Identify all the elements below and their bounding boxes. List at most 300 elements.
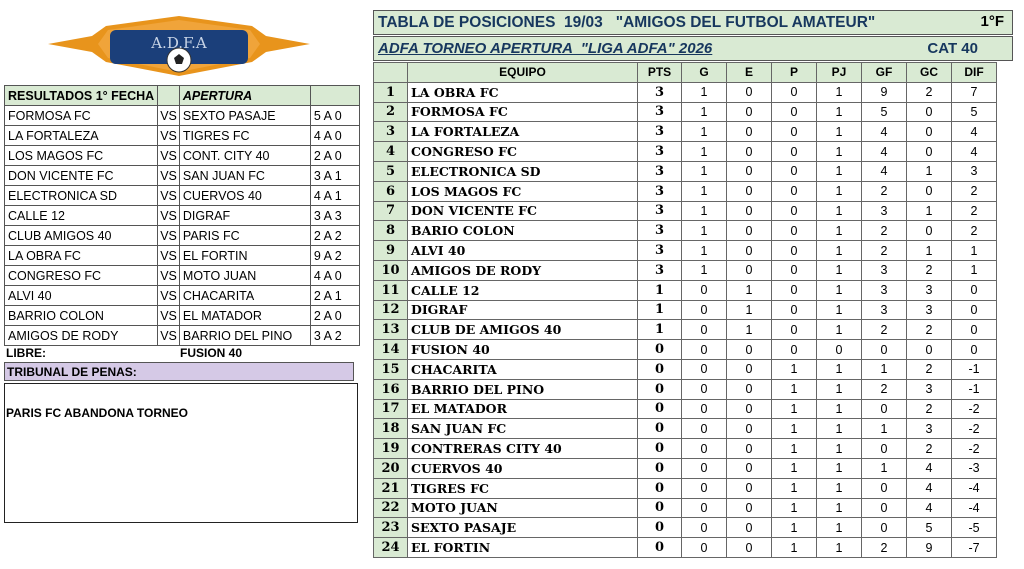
standings-g: 0 bbox=[682, 439, 727, 459]
standings-row bbox=[374, 280, 997, 300]
standings-team: DIGRAF bbox=[408, 300, 638, 320]
result-score: 2 A 0 bbox=[310, 306, 359, 326]
result-home: AMIGOS DE RODY bbox=[5, 326, 158, 346]
standings-row bbox=[374, 359, 997, 379]
standings-row bbox=[374, 122, 997, 142]
result-row bbox=[5, 246, 360, 266]
standings-pj: 1 bbox=[817, 439, 862, 459]
standings-pj: 1 bbox=[817, 260, 862, 280]
results-header-phase: APERTURA bbox=[179, 86, 310, 106]
standings-g: 0 bbox=[682, 300, 727, 320]
result-away: CUERVOS 40 bbox=[179, 186, 310, 206]
standings-p: 1 bbox=[772, 518, 817, 538]
standings-dif: 1 bbox=[952, 260, 997, 280]
standings-gf: 2 bbox=[862, 538, 907, 558]
standings-e: 0 bbox=[727, 419, 772, 439]
results-header-empty-2 bbox=[310, 86, 359, 106]
standings-gc: 0 bbox=[907, 181, 952, 201]
result-home: CLUB AMIGOS 40 bbox=[5, 226, 158, 246]
standings-gc: 3 bbox=[907, 379, 952, 399]
standings-team: LA FORTALEZA bbox=[408, 122, 638, 142]
result-vs: VS bbox=[158, 226, 180, 246]
standings-pj: 1 bbox=[817, 458, 862, 478]
standings-gc: 2 bbox=[907, 399, 952, 419]
standings-gf: 0 bbox=[862, 478, 907, 498]
result-row bbox=[5, 166, 360, 186]
penas-note: PARIS FC ABANDONA TORNEO bbox=[6, 406, 189, 420]
standings-gf: 4 bbox=[862, 142, 907, 162]
results-header-row bbox=[5, 86, 360, 106]
standings-gf: 1 bbox=[862, 419, 907, 439]
standings-g: 0 bbox=[682, 518, 727, 538]
standings-pos: 13 bbox=[374, 320, 408, 340]
standings-e: 0 bbox=[727, 478, 772, 498]
standings-pj: 1 bbox=[817, 221, 862, 241]
standings-e: 0 bbox=[727, 241, 772, 261]
standings-e: 0 bbox=[727, 399, 772, 419]
standings-pts: 3 bbox=[638, 82, 682, 102]
standings-col-header: PJ bbox=[817, 63, 862, 83]
standings-pj: 1 bbox=[817, 359, 862, 379]
result-away: TIGRES FC bbox=[179, 126, 310, 146]
standings-gc: 1 bbox=[907, 241, 952, 261]
result-home: CALLE 12 bbox=[5, 206, 158, 226]
results-header-empty bbox=[158, 86, 180, 106]
result-score: 4 A 0 bbox=[310, 126, 359, 146]
standings-team: CHACARITA bbox=[408, 359, 638, 379]
standings-gf: 0 bbox=[862, 399, 907, 419]
standings-gc: 0 bbox=[907, 340, 952, 360]
standings-team: CONTRERAS CITY 40 bbox=[408, 439, 638, 459]
standings-p: 0 bbox=[772, 320, 817, 340]
standings-pts: 0 bbox=[638, 518, 682, 538]
standings-g: 1 bbox=[682, 161, 727, 181]
standings-pos: 9 bbox=[374, 241, 408, 261]
standings-pos: 6 bbox=[374, 181, 408, 201]
standings-row bbox=[374, 142, 997, 162]
standings-pts: 3 bbox=[638, 161, 682, 181]
standings-col-header: DIF bbox=[952, 63, 997, 83]
standings-dif: -2 bbox=[952, 399, 997, 419]
standings-dif: -3 bbox=[952, 458, 997, 478]
standings-e: 0 bbox=[727, 122, 772, 142]
standings-e: 0 bbox=[727, 82, 772, 102]
standings-row bbox=[374, 181, 997, 201]
standings-gc: 2 bbox=[907, 260, 952, 280]
standings-p: 0 bbox=[772, 122, 817, 142]
standings-pts: 0 bbox=[638, 419, 682, 439]
standings-p: 0 bbox=[772, 340, 817, 360]
standings-g: 1 bbox=[682, 181, 727, 201]
standings-gc: 9 bbox=[907, 538, 952, 558]
standings-g: 0 bbox=[682, 478, 727, 498]
standings-row bbox=[374, 260, 997, 280]
standings-team: FUSION 40 bbox=[408, 340, 638, 360]
standings-pts: 1 bbox=[638, 300, 682, 320]
standings-col-header: EQUIPO bbox=[408, 63, 638, 83]
standings-g: 1 bbox=[682, 260, 727, 280]
standings-e: 0 bbox=[727, 102, 772, 122]
standings-dif: -5 bbox=[952, 518, 997, 538]
standings-gf: 3 bbox=[862, 300, 907, 320]
result-away: SEXTO PASAJE bbox=[179, 106, 310, 126]
result-vs: VS bbox=[158, 106, 180, 126]
standings-p: 0 bbox=[772, 82, 817, 102]
result-vs: VS bbox=[158, 286, 180, 306]
standings-pj: 1 bbox=[817, 379, 862, 399]
standings-g: 1 bbox=[682, 122, 727, 142]
standings-team: FORMOSA FC bbox=[408, 102, 638, 122]
standings-gf: 2 bbox=[862, 221, 907, 241]
result-home: BARRIO COLON bbox=[5, 306, 158, 326]
result-vs: VS bbox=[158, 246, 180, 266]
standings-dif: -7 bbox=[952, 538, 997, 558]
standings-pts: 3 bbox=[638, 201, 682, 221]
result-away: MOTO JUAN bbox=[179, 266, 310, 286]
result-score: 9 A 2 bbox=[310, 246, 359, 266]
standings-gf: 2 bbox=[862, 379, 907, 399]
standings-team: EL MATADOR bbox=[408, 399, 638, 419]
standings-team: TIGRES FC bbox=[408, 478, 638, 498]
result-away: DIGRAF bbox=[179, 206, 310, 226]
standings-dif: 5 bbox=[952, 102, 997, 122]
result-score: 2 A 0 bbox=[310, 146, 359, 166]
standings-row bbox=[374, 221, 997, 241]
standings-row bbox=[374, 399, 997, 419]
standings-e: 0 bbox=[727, 260, 772, 280]
standings-p: 1 bbox=[772, 359, 817, 379]
standings-pos: 20 bbox=[374, 458, 408, 478]
standings-dif: -4 bbox=[952, 478, 997, 498]
standings-team: CUERVOS 40 bbox=[408, 458, 638, 478]
result-away: CONT. CITY 40 bbox=[179, 146, 310, 166]
result-score: 3 A 3 bbox=[310, 206, 359, 226]
standings-gf: 0 bbox=[862, 498, 907, 518]
standings-gf: 4 bbox=[862, 161, 907, 181]
standings-gf: 3 bbox=[862, 280, 907, 300]
standings-p: 1 bbox=[772, 458, 817, 478]
result-row bbox=[5, 226, 360, 246]
standings-g: 1 bbox=[682, 241, 727, 261]
standings-gc: 4 bbox=[907, 458, 952, 478]
standings-pj: 1 bbox=[817, 102, 862, 122]
standings-e: 0 bbox=[727, 340, 772, 360]
standings-p: 0 bbox=[772, 161, 817, 181]
standings-g: 1 bbox=[682, 221, 727, 241]
results-table bbox=[4, 85, 360, 346]
standings-dif: 0 bbox=[952, 280, 997, 300]
standings-p: 1 bbox=[772, 498, 817, 518]
standings-gc: 2 bbox=[907, 439, 952, 459]
result-vs: VS bbox=[158, 326, 180, 346]
standings-gf: 3 bbox=[862, 201, 907, 221]
standings-pos: 19 bbox=[374, 439, 408, 459]
result-vs: VS bbox=[158, 186, 180, 206]
standings-col-header: P bbox=[772, 63, 817, 83]
libre-label: LIBRE: bbox=[6, 346, 46, 360]
standings-dif: -1 bbox=[952, 379, 997, 399]
standings-pj: 1 bbox=[817, 142, 862, 162]
standings-col-header: GF bbox=[862, 63, 907, 83]
result-score: 4 A 1 bbox=[310, 186, 359, 206]
standings-g: 0 bbox=[682, 340, 727, 360]
standings-pts: 0 bbox=[638, 478, 682, 498]
result-away: CHACARITA bbox=[179, 286, 310, 306]
standings-row bbox=[374, 82, 997, 102]
standings-p: 1 bbox=[772, 379, 817, 399]
standings-gc: 3 bbox=[907, 280, 952, 300]
standings-pts: 0 bbox=[638, 538, 682, 558]
result-row bbox=[5, 146, 360, 166]
standings-dif: 4 bbox=[952, 142, 997, 162]
standings-gf: 2 bbox=[862, 241, 907, 261]
standings-e: 0 bbox=[727, 538, 772, 558]
standings-p: 0 bbox=[772, 221, 817, 241]
result-home: LA FORTALEZA bbox=[5, 126, 158, 146]
standings-gf: 9 bbox=[862, 82, 907, 102]
standings-team: LA OBRA FC bbox=[408, 82, 638, 102]
standings-p: 0 bbox=[772, 241, 817, 261]
result-score: 4 A 0 bbox=[310, 266, 359, 286]
standings-pos: 23 bbox=[374, 518, 408, 538]
standings-pj: 1 bbox=[817, 498, 862, 518]
standings-gc: 0 bbox=[907, 221, 952, 241]
standings-row bbox=[374, 498, 997, 518]
standings-pts: 0 bbox=[638, 498, 682, 518]
standings-g: 1 bbox=[682, 82, 727, 102]
standings-p: 0 bbox=[772, 280, 817, 300]
standings-dif: 1 bbox=[952, 241, 997, 261]
standings-pts: 3 bbox=[638, 142, 682, 162]
standings-e: 0 bbox=[727, 498, 772, 518]
standings-e: 1 bbox=[727, 280, 772, 300]
standings-pos: 18 bbox=[374, 419, 408, 439]
standings-pts: 1 bbox=[638, 280, 682, 300]
standings-team: EL FORTIN bbox=[408, 538, 638, 558]
standings-g: 1 bbox=[682, 201, 727, 221]
result-home: CONGRESO FC bbox=[5, 266, 158, 286]
standings-gc: 4 bbox=[907, 478, 952, 498]
standings-dif: 2 bbox=[952, 181, 997, 201]
standings-row bbox=[374, 300, 997, 320]
standings-dif: 3 bbox=[952, 161, 997, 181]
standings-pts: 0 bbox=[638, 340, 682, 360]
standings-pj: 1 bbox=[817, 518, 862, 538]
result-home: DON VICENTE FC bbox=[5, 166, 158, 186]
category-label: CAT 40 bbox=[927, 40, 978, 57]
standings-row bbox=[374, 320, 997, 340]
result-score: 3 A 2 bbox=[310, 326, 359, 346]
standings-pj: 1 bbox=[817, 241, 862, 261]
standings-team: SAN JUAN FC bbox=[408, 419, 638, 439]
standings-pj: 1 bbox=[817, 181, 862, 201]
result-away: SAN JUAN FC bbox=[179, 166, 310, 186]
standings-g: 0 bbox=[682, 320, 727, 340]
standings-subtitle-text: ADFA TORNEO APERTURA "LIGA ADFA" 2026 bbox=[378, 40, 713, 57]
standings-row bbox=[374, 419, 997, 439]
result-vs: VS bbox=[158, 146, 180, 166]
standings-team: CLUB DE AMIGOS 40 bbox=[408, 320, 638, 340]
standings-team: LOS MAGOS FC bbox=[408, 181, 638, 201]
standings-pts: 0 bbox=[638, 359, 682, 379]
result-score: 3 A 1 bbox=[310, 166, 359, 186]
standings-gf: 1 bbox=[862, 458, 907, 478]
standings-pos: 8 bbox=[374, 221, 408, 241]
standings-dif: 2 bbox=[952, 201, 997, 221]
penas-box bbox=[4, 383, 358, 523]
standings-e: 1 bbox=[727, 320, 772, 340]
standings-pos: 4 bbox=[374, 142, 408, 162]
standings-e: 0 bbox=[727, 142, 772, 162]
standings-pos: 17 bbox=[374, 399, 408, 419]
standings-pts: 3 bbox=[638, 241, 682, 261]
standings-team: ELECTRONICA SD bbox=[408, 161, 638, 181]
standings-table bbox=[373, 62, 997, 558]
standings-pj: 1 bbox=[817, 280, 862, 300]
standings-e: 0 bbox=[727, 379, 772, 399]
standings-p: 0 bbox=[772, 181, 817, 201]
standings-pj: 1 bbox=[817, 300, 862, 320]
result-score: 2 A 1 bbox=[310, 286, 359, 306]
standings-gc: 1 bbox=[907, 201, 952, 221]
standings-row bbox=[374, 379, 997, 399]
standings-row bbox=[374, 340, 997, 360]
result-score: 5 A 0 bbox=[310, 106, 359, 126]
standings-e: 0 bbox=[727, 161, 772, 181]
standings-row bbox=[374, 518, 997, 538]
standings-team: CALLE 12 bbox=[408, 280, 638, 300]
standings-title-text: TABLA DE POSICIONES 19/03 "AMIGOS DEL FUTBOL AMATEUR" bbox=[378, 14, 876, 31]
standings-e: 0 bbox=[727, 439, 772, 459]
result-row bbox=[5, 206, 360, 226]
standings-p: 1 bbox=[772, 439, 817, 459]
standings-subtitle bbox=[373, 36, 1013, 61]
standings-col-header: GC bbox=[907, 63, 952, 83]
standings-team: CONGRESO FC bbox=[408, 142, 638, 162]
standings-dif: -1 bbox=[952, 359, 997, 379]
standings-team: ALVI 40 bbox=[408, 241, 638, 261]
standings-pj: 1 bbox=[817, 320, 862, 340]
standings-pos: 21 bbox=[374, 478, 408, 498]
standings-g: 0 bbox=[682, 538, 727, 558]
standings-pts: 0 bbox=[638, 399, 682, 419]
standings-dif: -4 bbox=[952, 498, 997, 518]
standings-gc: 0 bbox=[907, 142, 952, 162]
standings-pos: 22 bbox=[374, 498, 408, 518]
standings-row bbox=[374, 439, 997, 459]
standings-g: 0 bbox=[682, 458, 727, 478]
standings-p: 0 bbox=[772, 260, 817, 280]
standings-pos: 16 bbox=[374, 379, 408, 399]
standings-p: 1 bbox=[772, 478, 817, 498]
standings-title bbox=[373, 10, 1013, 35]
standings-pos: 15 bbox=[374, 359, 408, 379]
standings-pts: 0 bbox=[638, 458, 682, 478]
standings-pos: 24 bbox=[374, 538, 408, 558]
standings-g: 0 bbox=[682, 280, 727, 300]
result-home: ALVI 40 bbox=[5, 286, 158, 306]
standings-gf: 3 bbox=[862, 260, 907, 280]
standings-pts: 3 bbox=[638, 260, 682, 280]
standings-e: 1 bbox=[727, 300, 772, 320]
standings-gc: 1 bbox=[907, 161, 952, 181]
standings-row bbox=[374, 241, 997, 261]
standings-g: 0 bbox=[682, 359, 727, 379]
standings-gf: 2 bbox=[862, 320, 907, 340]
standings-team: BARIO COLON bbox=[408, 221, 638, 241]
standings-gf: 5 bbox=[862, 102, 907, 122]
standings-p: 1 bbox=[772, 399, 817, 419]
result-home: FORMOSA FC bbox=[5, 106, 158, 126]
standings-pos: 2 bbox=[374, 102, 408, 122]
standings-dif: 0 bbox=[952, 320, 997, 340]
standings-dif: 0 bbox=[952, 300, 997, 320]
standings-pj: 0 bbox=[817, 340, 862, 360]
standings-gf: 0 bbox=[862, 439, 907, 459]
standings-row bbox=[374, 161, 997, 181]
result-row bbox=[5, 326, 360, 346]
standings-gc: 3 bbox=[907, 300, 952, 320]
standings-e: 0 bbox=[727, 181, 772, 201]
standings-e: 0 bbox=[727, 458, 772, 478]
standings-pts: 3 bbox=[638, 102, 682, 122]
standings-pos: 3 bbox=[374, 122, 408, 142]
standings-pos: 5 bbox=[374, 161, 408, 181]
standings-col-header: G bbox=[682, 63, 727, 83]
adfa-logo bbox=[48, 14, 310, 78]
standings-pj: 1 bbox=[817, 538, 862, 558]
standings-gf: 0 bbox=[862, 518, 907, 538]
standings-pj: 1 bbox=[817, 399, 862, 419]
standings-p: 0 bbox=[772, 142, 817, 162]
standings-row bbox=[374, 538, 997, 558]
standings-pos: 1 bbox=[374, 82, 408, 102]
standings-pts: 3 bbox=[638, 181, 682, 201]
standings-gc: 4 bbox=[907, 498, 952, 518]
standings-gf: 4 bbox=[862, 122, 907, 142]
standings-gc: 2 bbox=[907, 82, 952, 102]
result-away: EL MATADOR bbox=[179, 306, 310, 326]
standings-gc: 2 bbox=[907, 359, 952, 379]
result-score: 2 A 2 bbox=[310, 226, 359, 246]
result-home: LOS MAGOS FC bbox=[5, 146, 158, 166]
result-row bbox=[5, 306, 360, 326]
standings-dif: 2 bbox=[952, 221, 997, 241]
standings-gc: 5 bbox=[907, 518, 952, 538]
standings-pj: 1 bbox=[817, 122, 862, 142]
standings-pos: 11 bbox=[374, 280, 408, 300]
standings-p: 1 bbox=[772, 538, 817, 558]
standings-pos: 7 bbox=[374, 201, 408, 221]
standings-row bbox=[374, 478, 997, 498]
standings-dif: 0 bbox=[952, 340, 997, 360]
standings-col-header bbox=[374, 63, 408, 83]
standings-header-row bbox=[374, 63, 997, 83]
standings-pj: 1 bbox=[817, 82, 862, 102]
standings-gc: 2 bbox=[907, 320, 952, 340]
logo-text: A.D.F.A bbox=[151, 34, 207, 52]
standings-row bbox=[374, 458, 997, 478]
standings-dif: 4 bbox=[952, 122, 997, 142]
standings-pj: 1 bbox=[817, 201, 862, 221]
standings-row bbox=[374, 102, 997, 122]
standings-pts: 0 bbox=[638, 379, 682, 399]
result-row bbox=[5, 106, 360, 126]
result-vs: VS bbox=[158, 166, 180, 186]
result-row bbox=[5, 186, 360, 206]
standings-pos: 12 bbox=[374, 300, 408, 320]
standings-gc: 0 bbox=[907, 122, 952, 142]
